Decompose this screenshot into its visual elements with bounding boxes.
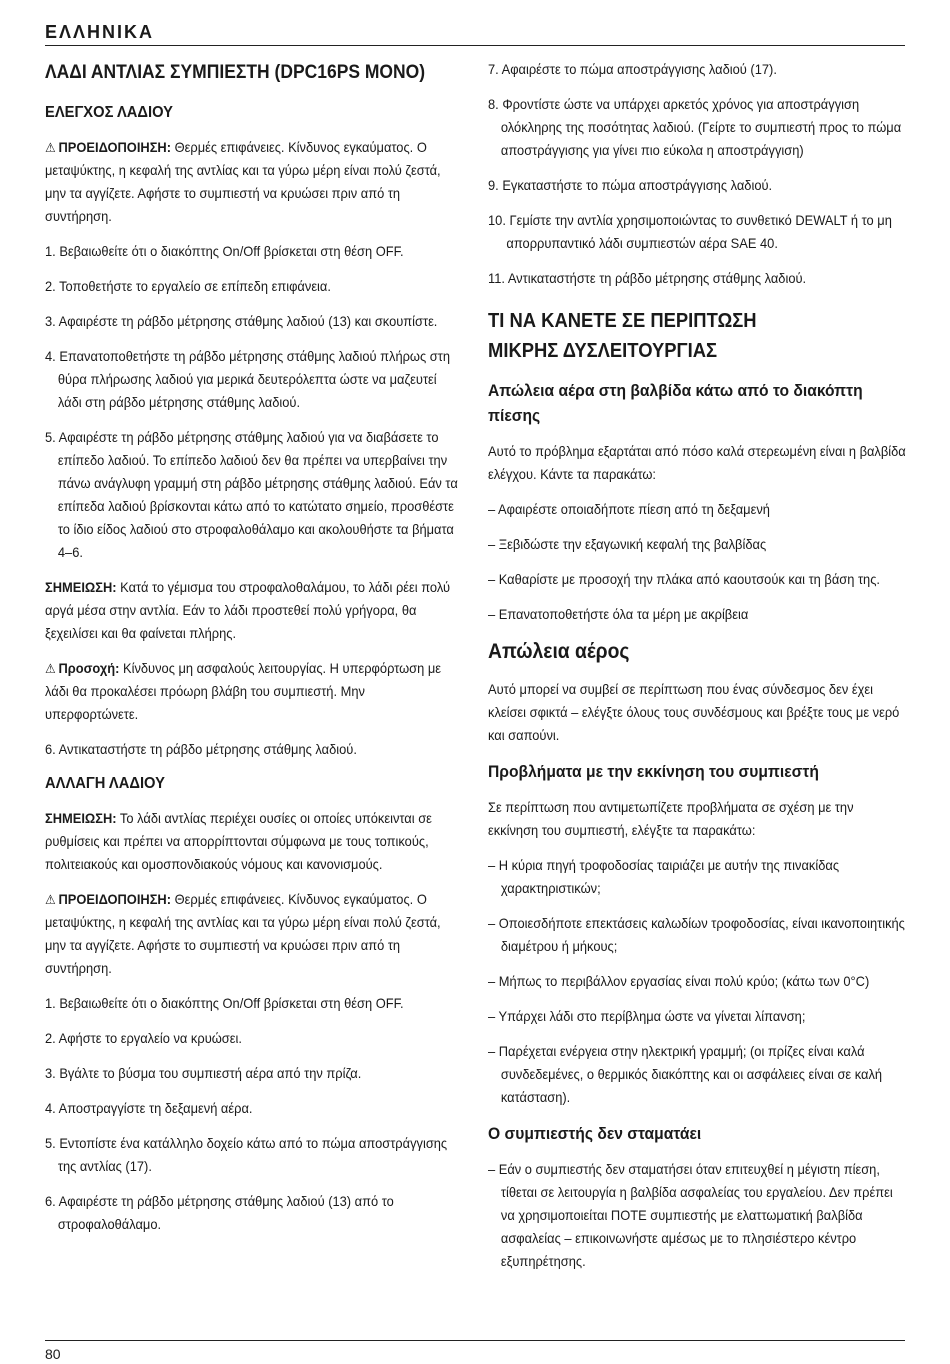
oil-check-step-6: 6. Αντικαταστήστε τη ράβδο μέτρησης στάθμης λαδιού. xyxy=(45,741,357,757)
oil-change-note-text: Το λάδι αντλίας περιέχει ουσίες οι οποίες υπόκεινται σε ρυθμίσεις και πρέπει να απορρίπτονται σύμφωνα με τους τοπικούς, πολιτειακούς και ομοσπονδιακούς νόμους και κανονισμούς. xyxy=(45,810,432,872)
valve-loss-item-2: – Ξεβιδώστε την εξαγωνική κεφαλή της βαλβίδας xyxy=(488,536,767,552)
oil-change-step-5: 5. Εντοπίστε ένα κατάλληλο δοχείο κάτω από το πώμα αποστράγγισης της αντλίας (17). xyxy=(45,1135,448,1174)
troubleshooting-title-line-2: ΜΙΚΡΗΣ ΔΥΣΛΕΙΤΟΥΡΓΙΑΣ xyxy=(488,340,718,362)
startup-item-5: – Παρέχεται ενέργεια στην ηλεκτρική γραμμή; (οι πρίζες είναι καλά συνδεδεμένες, ο θερμικός διακόπτης και οι ασφάλειες είναι σε καλή κατάσταση). xyxy=(488,1043,883,1105)
left-column xyxy=(45,58,459,1248)
startup-item-3: – Μήπως το περιβάλλον εργασίας είναι πολύ κρύο; (κάτω των 0°C) xyxy=(488,973,870,989)
air-loss-text: Αυτό μπορεί να συμβεί σε περίπτωση που ένας σύνδεσμος δεν έχει κλείσει σφικτά – ελέγξτε όλους τους συνδέσμους και βρέξτε τους με νερό και σαπούνι. xyxy=(488,681,900,743)
warning-label: ΠΡΟΕΙΔΟΠΟΙΗΣΗ: xyxy=(58,139,172,155)
caution-paragraph xyxy=(45,657,459,726)
oil-change-step-4: 4. Αποστραγγίστε τη δεξαμενή αέρα. xyxy=(45,1100,253,1116)
oil-change-step-2: 2. Αφήστε το εργαλείο να κρυώσει. xyxy=(45,1030,242,1046)
caution-triangle-icon: ⚠ xyxy=(45,661,56,676)
heading-oil-check: ΕΛΕΓΧΟΣ ΛΑΔΙΟΥ xyxy=(45,104,173,121)
troubleshooting-title xyxy=(488,306,907,366)
troubleshooting-title-line-1: ΤΙ ΝΑ ΚΑΝΕΤΕ ΣΕ ΠΕΡΙΠΤΩΣΗ xyxy=(488,310,757,332)
oil-change-step-6: 6. Αφαιρέστε τη ράβδο μέτρησης στάθμης λαδιού (13) από το στροφαλοθάλαμο. xyxy=(45,1193,394,1232)
oil-change-warning-label: ΠΡΟΕΙΔΟΠΟΙΗΣΗ: xyxy=(58,891,172,907)
section-title-oil-pump: ΛΑΔΙ ΑΝΤΛΙΑΣ ΣΥΜΠΙΕΣΤΗ (DPC16PS MONO) xyxy=(45,62,426,83)
page-number: 80 xyxy=(45,1346,61,1362)
warning-triangle-icon: ⚠ xyxy=(45,892,56,907)
caution-text: Κίνδυνος μη ασφαλούς λειτουργίας. Η υπερφόρτωση με λάδι θα προκαλέσει πρόωρη βλάβη του συμπιεστή. Μην υπερφορτώνετε. xyxy=(45,660,442,722)
oil-check-step-3: 3. Αφαιρέστε τη ράβδο μέτρησης στάθμης λαδιού (13) και σκουπίστε. xyxy=(45,313,438,329)
startup-item-1: – Η κύρια πηγή τροφοδοσίας ταιριάζει με αυτήν της πινακίδας χαρακτηριστικών; xyxy=(488,857,840,896)
note-text: Κατά το γέμισμα του στροφαλοθαλάμου, το λάδι ρέει πολύ αργά μέσα στην αντλία. Εάν το λάδι προστεθεί πολύ γρήγορα, θα ξεχειλίσει και θα φαίνεται πλήρης. xyxy=(45,579,451,641)
top-rule xyxy=(45,45,905,46)
oil-check-step-5: 5. Αφαιρέστε τη ράβδο μέτρησης στάθμης λαδιού για να διαβάσετε το επίπεδο λαδιού. Το επίπεδο λαδιού δεν θα πρέπει να υπερβαίνει την πάνω ανάγλυφη γραμμή στη ράβδο μέτρησης στάθμης λαδιού. Εάν τα επίπεδα λαδιού βρίσκονται κάτω από το κατώτατο σημείο, προσθέστε το ίδιο είδος λαδιού στο στροφαλοθάλαμο και ακολουθήστε τα βήματα 4–6. xyxy=(45,429,458,560)
oil-change-step-8: 8. Φροντίστε ώστε να υπάρχει αρκετός χρόνος για αποστράγγιση ολόκληρης της ποσότητας λαδιού. (Γείρτε το συμπιεστή προς το πώμα αποστράγγισης για γίνει πιο εύκολα η αποστράγγιση) xyxy=(488,96,902,158)
oil-check-step-4: 4. Επανατοποθετήστε τη ράβδο μέτρησης στάθμης λαδιού πλήρως στη θύρα πλήρωσης λαδιού για μερικά δευτερόλεπτα ώστε να μαζευτεί λάδι στη ράβδο μέτρησης στάθμης λαδιού. xyxy=(45,348,450,410)
warning-paragraph xyxy=(45,136,459,228)
right-column xyxy=(488,58,907,1285)
warning-text: Θερμές επιφάνειες. Κίνδυνος εγκαύματος. Ο μεταψύκτης, η κεφαλή της αντλίας και τα γύρω μέρη είναι πολύ ζεστά, μην τα αγγίζετε. Αφήστε το συμπιεστή να κρυώσει πριν από τη συντήρηση. xyxy=(45,139,441,224)
oil-change-step-9: 9. Εγκαταστήστε το πώμα αποστράγγισης λαδιού. xyxy=(488,177,773,193)
startup-item-4: – Υπάρχει λάδι στο περίβλημα ώστε να γίνεται λίπανση; xyxy=(488,1008,806,1024)
startup-intro: Σε περίπτωση που αντιμετωπίζετε προβλήματα σε σχέση με την εκκίνηση του συμπιεστή, ελέγξτε τα παρακάτω: xyxy=(488,799,854,838)
valve-loss-item-1: – Αφαιρέστε οποιαδήποτε πίεση από τη δεξαμενή xyxy=(488,501,770,517)
heading-air-loss: Απώλεια αέρος xyxy=(488,640,630,663)
caution-label: Προσοχή: xyxy=(58,660,120,676)
note-paragraph xyxy=(45,576,459,645)
warning-triangle-icon: ⚠ xyxy=(45,140,56,155)
oil-change-warning xyxy=(45,888,459,980)
oil-change-note-label: ΣΗΜΕΙΩΣΗ: xyxy=(45,810,117,826)
valve-loss-item-4: – Επανατοποθετήστε όλα τα μέρη με ακρίβεια xyxy=(488,606,749,622)
oil-check-step-2: 2. Τοποθετήστε το εργαλείο σε επίπεδη επιφάνεια. xyxy=(45,278,331,294)
heading-oil-change: ΑΛΛΑΓΗ ΛΑΔΙΟΥ xyxy=(45,775,165,792)
bottom-rule xyxy=(45,1340,905,1341)
startup-item-2: – Οποιεσδήποτε επεκτάσεις καλωδίων τροφοδοσίας, είναι ικανοποιητικής διαμέτρου ή μήκους; xyxy=(488,915,905,954)
oil-change-step-11: 11. Αντικαταστήστε τη ράβδο μέτρησης στάθμης λαδιού. xyxy=(488,270,807,286)
valve-loss-intro: Αυτό το πρόβλημα εξαρτάται από πόσο καλά στερεωμένη είναι η βαλβίδα ελέγχου. Κάντε τα παρακάτω: xyxy=(488,443,906,482)
oil-change-warning-text: Θερμές επιφάνειες. Κίνδυνος εγκαύματος. Ο μεταψύκτης, η κεφαλή της αντλίας και τα γύρω μέρη είναι πολύ ζεστά, μην τα αγγίζετε. Αφήστε το συμπιεστή να κρυώσει πριν από τη συντήρηση. xyxy=(45,891,441,976)
oil-change-step-7: 7. Αφαιρέστε το πώμα αποστράγγισης λαδιού (17). xyxy=(488,61,777,77)
oil-change-step-10: 10. Γεμίστε την αντλία χρησιμοποιώντας το συνθετικό DEWALT ή το μη απορρυπαντικό λάδι συμπιεστών αέρα SAE 40. xyxy=(488,212,892,251)
note-label: ΣΗΜΕΙΩΣΗ: xyxy=(45,579,117,595)
oil-change-step-1: 1. Βεβαιωθείτε ότι ο διακόπτης On/Off βρίσκεται στη θέση OFF. xyxy=(45,995,404,1011)
not-stopping-item-1: – Εάν ο συμπιεστής δεν σταματήσει όταν επιτευχθεί η μέγιστη πίεση, τίθεται σε λειτουργία η βαλβίδα ασφαλείας του εργαλείου. Δεν πρέπει να χρησιμοποιείται ΠΟΤΕ συμπιεστής με ελαττωματική βαλβίδα ασφαλείας – επικοινωνήστε αμέσως με το πλησιέστερο κέντρο εξυπηρέτησης. xyxy=(488,1161,893,1269)
oil-change-step-3: 3. Βγάλτε το βύσμα του συμπιεστή αέρα από την πρίζα. xyxy=(45,1065,362,1081)
heading-not-stopping: Ο συμπιεστής δεν σταματάει xyxy=(488,1124,702,1143)
oil-check-step-1: 1. Βεβαιωθείτε ότι ο διακόπτης On/Off βρίσκεται στη θέση OFF. xyxy=(45,243,404,259)
heading-valve-air-loss: Απώλεια αέρα στη βαλβίδα κάτω από το διακόπτη πίεσης xyxy=(488,381,863,425)
language-header: ΕΛΛΗΝΙΚΑ xyxy=(45,22,155,42)
heading-startup-problems: Προβλήματα με την εκκίνηση του συμπιεστή xyxy=(488,762,819,781)
valve-loss-item-3: – Καθαρίστε με προσοχή την πλάκα από καουτσούκ και τη βάση της. xyxy=(488,571,880,587)
oil-change-note xyxy=(45,807,459,876)
